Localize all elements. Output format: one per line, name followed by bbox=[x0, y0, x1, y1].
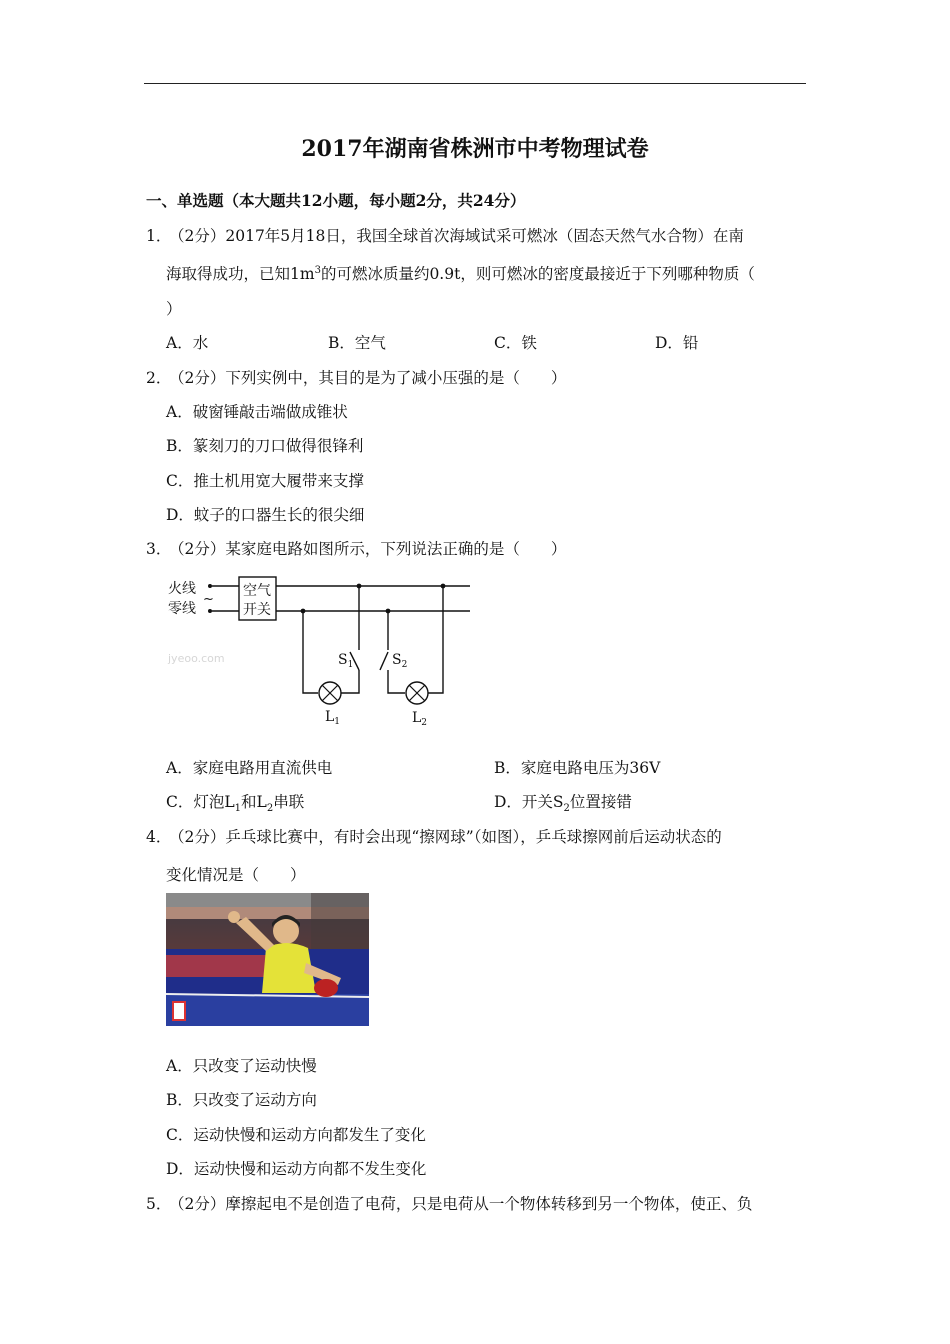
switch-s1-label: $S_1$ bbox=[338, 652, 354, 670]
q4-line1: （2分）乒乓球比赛中，有时会出现“擦网球”（如图），乒乓球擦网前后运动状态的 bbox=[169, 828, 722, 846]
q3-option-b: B．家庭电路电压为36V bbox=[494, 759, 661, 777]
branch1-wire-right bbox=[341, 670, 359, 693]
q1-line3: ） bbox=[166, 300, 182, 318]
q4-option-d: D．运动快慢和运动方向都不发生变化 bbox=[166, 1160, 427, 1178]
q4-option-b: B．只改变了运动方向 bbox=[166, 1091, 317, 1109]
circuit-diagram bbox=[160, 570, 480, 730]
switch-s2-blade bbox=[380, 652, 388, 670]
q2-option-d: D．蚊子的口器生长的很尖细 bbox=[166, 506, 365, 524]
q1-number: 1． bbox=[146, 227, 172, 245]
branch1-wire-left bbox=[303, 611, 318, 693]
neutral-terminal bbox=[208, 609, 212, 613]
switch-s2-label: $S_2$ bbox=[392, 652, 408, 670]
q5-line1: （2分）摩擦起电不是创造了电荷，只是电荷从一个物体转移到另一个物体，使正、负 bbox=[169, 1195, 753, 1213]
q4-option-a: A．只改变了运动快慢 bbox=[166, 1057, 317, 1075]
ac-symbol: ~ bbox=[203, 592, 214, 607]
table-tennis-photo bbox=[166, 893, 369, 1026]
q2-text: （2分）下列实例中，其目的是为了减小压强的是（ ） bbox=[169, 369, 567, 387]
q3-number: 3． bbox=[146, 540, 172, 558]
q2-option-b: B．篆刻刀的刀口做得很锋利 bbox=[166, 437, 364, 455]
live-terminal bbox=[208, 584, 212, 588]
air-switch-label-top: 空气 bbox=[243, 583, 271, 599]
q4-option-c: C．运动快慢和运动方向都发生了变化 bbox=[166, 1126, 426, 1144]
q1-option-a: A．水 bbox=[166, 334, 209, 352]
q3-option-d: D．开关$S_2$位置接错 bbox=[494, 793, 632, 815]
branch2-wire-left bbox=[388, 670, 405, 693]
q1-line2: 海取得成功，已知$1m^3$的可燃冰质量约0.9t，则可燃冰的密度最接近于下列哪种物质（ bbox=[166, 264, 755, 283]
page-title: 2017年湖南省株洲市中考物理试卷 bbox=[301, 136, 649, 162]
q4-number: 4． bbox=[146, 828, 172, 846]
neutral-wire-label: 零线 bbox=[168, 601, 196, 617]
q3-option-c: C．灯泡$L_1$和$L_2$串联 bbox=[166, 793, 305, 815]
q2-option-a: A．破窗锤敲击端做成锥状 bbox=[166, 403, 348, 421]
q1-line1: （2分）2017年5月18日，我国全球首次海域试采可燃冰（固态天然气水合物）在南 bbox=[169, 227, 744, 245]
air-switch-label-bottom: 开关 bbox=[243, 602, 271, 618]
section-heading: 一、单选题（本大题共12小题，每小题2分，共24分） bbox=[146, 191, 526, 210]
q1-option-c: C．铁 bbox=[494, 334, 537, 352]
live-wire-label: 火线 bbox=[168, 581, 196, 597]
q3-text: （2分）某家庭电路如图所示，下列说法正确的是（ ） bbox=[169, 540, 567, 558]
q2-number: 2． bbox=[146, 369, 172, 387]
header-rule bbox=[144, 83, 806, 84]
q5-number: 5． bbox=[146, 1195, 172, 1213]
lamp-l1-label: $L_1$ bbox=[325, 709, 341, 727]
q4-line2: 变化情况是（ ） bbox=[166, 866, 306, 884]
q2-option-c: C．推土机用宽大履带来支撑 bbox=[166, 472, 364, 490]
q3-option-a: A．家庭电路用直流供电 bbox=[166, 759, 333, 777]
q1-option-b: B．空气 bbox=[328, 334, 386, 352]
lamp-l2-label: $L_2$ bbox=[412, 710, 428, 728]
branch2-wire-right bbox=[428, 586, 443, 693]
q1-option-d: D．铅 bbox=[655, 334, 699, 352]
watermark: jyeoo.com bbox=[168, 652, 225, 665]
